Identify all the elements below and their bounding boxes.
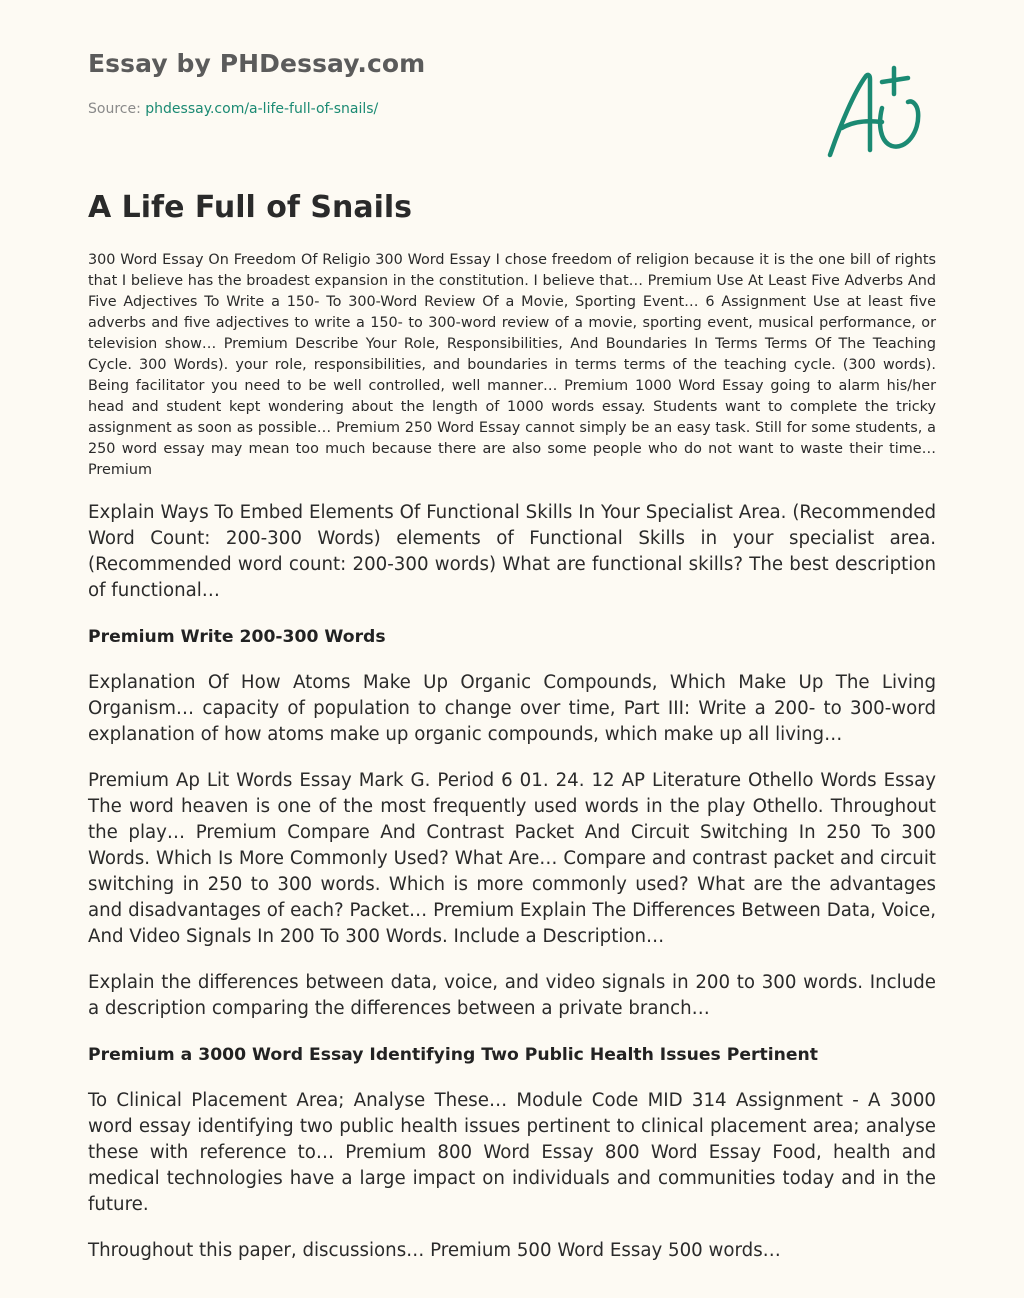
section-heading-2: Premium a 3000 Word Essay Identifying Two Public Health Issues Pertinent — [88, 1045, 818, 1065]
source-link[interactable]: phdessay.com/a-life-full-of-snails/ — [145, 101, 379, 117]
body-paragraph-6: Throughout this paper, discussions… Premium 500 Word Essay 500 words… — [88, 1240, 781, 1261]
body-paragraph-3: Premium Ap Lit Words Essay Mark G. Period 6 01. 24. 12 AP Literature Othello Words Essay The word heaven is one of the most frequently used words in the play Othello. Throughout the play… Premium Compare And Contrast Packet And Circuit Switching In 250 To 300 Words. Which Is More Commonly Used? What Are… Compare and contrast packet and circuit switching in 250 to 300 words. Which is more commonly used? What are the advantages and disadvantages of each? Packet… Premium Explain The Differences Between Data, Voice, And Video Signals In 200 To 300 Words. Include a Description… — [88, 770, 936, 947]
source-label: Source: — [88, 101, 141, 117]
site-title: Essay by PHDessay.com — [88, 49, 426, 78]
a-plus-logo-icon — [822, 64, 928, 160]
section-heading-1: Premium Write 200-300 Words — [88, 627, 386, 647]
source-line — [88, 101, 378, 117]
article-body — [88, 250, 936, 1261]
body-paragraph-1: Explain Ways To Embed Elements Of Functional Skills In Your Specialist Area. (Recommended Word Count: 200-300 Words) elements of Functional Skills in your specialist area. (Recommended word count: 200-300 words) What are functional skills? The best description of functional… — [88, 502, 936, 601]
article-title: A Life Full of Snails — [88, 190, 413, 225]
body-paragraph-5: To Clinical Placement Area; Analyse These… Module Code MID 314 Assignment - A 3000 word essay identifying two public health issues pertinent to clinical placement area; analyse these with reference to… Premium 800 Word Essay 800 Word Essay Food, health and medical technologies have a large impact on individuals and communities today and in the future. — [88, 1090, 936, 1215]
body-paragraph-2: Explanation Of How Atoms Make Up Organic Compounds, Which Make Up The Living Organism… capacity of population to change over time, Part III: Write a 200- to 300-word explanation of how atoms make up organic compounds, which make up all living… — [88, 672, 936, 745]
intro-paragraph: 300 Word Essay On Freedom Of Religio 300 Word Essay I chose freedom of religion because it is the one bill of rights that I believe has the broadest expansion in the constitution. I believe that… Premium Use At Least Five Adverbs And Five Adjectives To Write a 150- To 300-Word Review Of a Movie, Sporting Event… 6 Assignment Use at least five adverbs and five adjectives to write a 150- to 300-word review of a movie, sporting event, musical performance, or television show… Premium Describe Your Role, Responsibilities, And Boundaries In Terms Terms Of The Teaching Cycle. 300 Words). your role, responsibilities, and boundaries in terms terms of the teaching cycle. (300 words). Being facilitator you need to be well controlled, well manner… Premium 1000 Word Essay going to alarm his/her head and student kept wondering about the length of 1000 words essay. Students want to complete the tricky assignment as soon as possible… Premium 250 Word Essay cannot simply be an easy task. Still for some students, a 250 word essay may mean too much because there are also some people who do not want to waste their time… Premium — [88, 252, 936, 478]
body-paragraph-4: Explain the differences between data, voice, and video signals in 200 to 300 words. Include a description comparing the differences between a private branch… — [88, 972, 936, 1019]
